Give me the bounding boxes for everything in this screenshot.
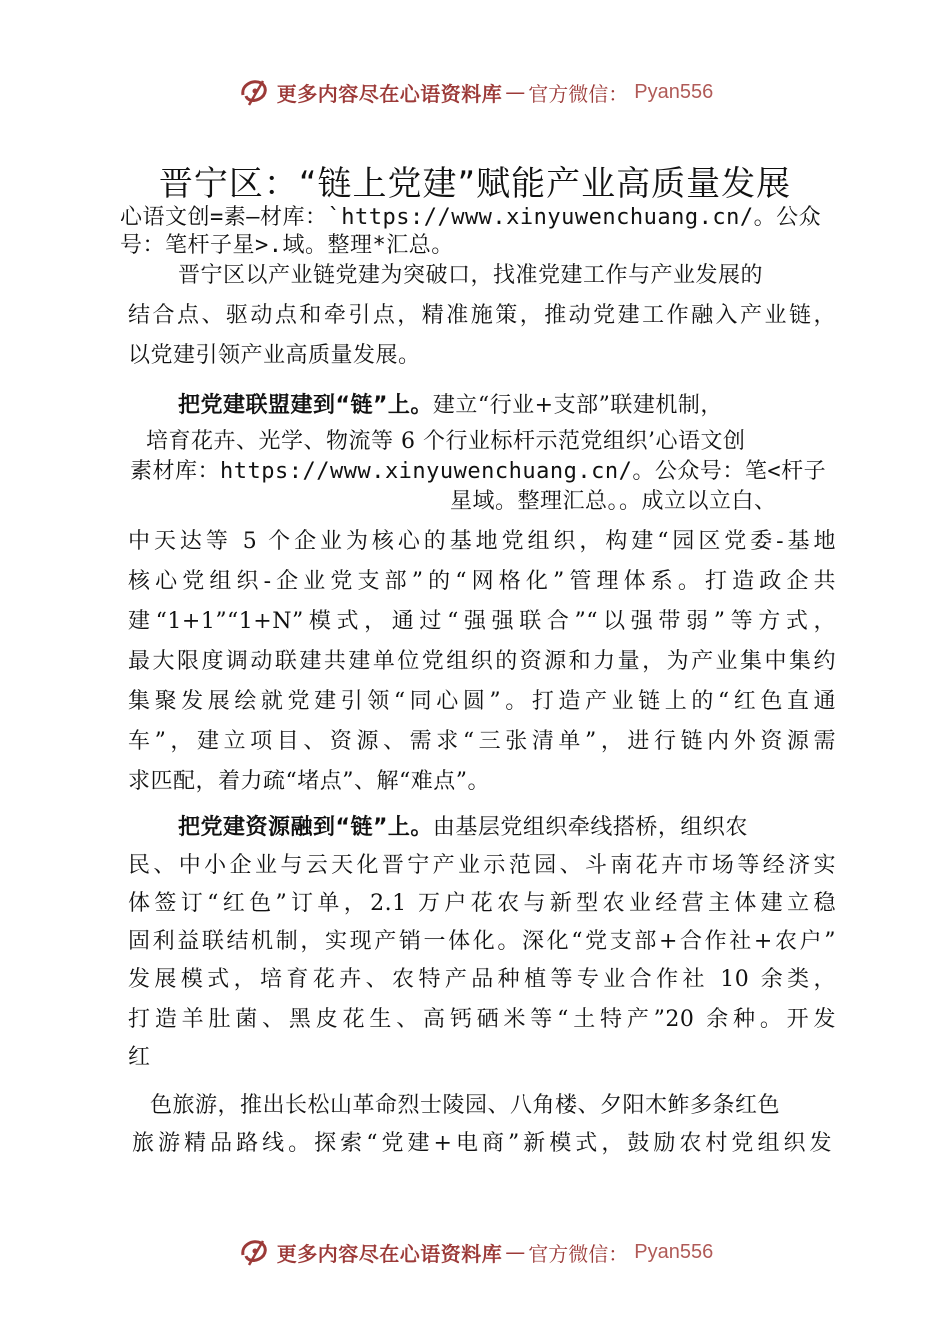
source-note-line-1: 心语文创=素—材库：`https://www.xinyuwenchuang.cn/。公众 — [120, 205, 822, 230]
section-2-line-8: 色旅游，推出长松山革命烈士陵园、八角楼、夕阳木鲊多条红色 — [150, 1093, 781, 1118]
banner-official-label: 官方微信： — [528, 81, 629, 106]
section-1-line-6: 核心党组织-企业党支部”的“网格化”管理体系。打造政企共 — [128, 569, 836, 594]
section-1-line-7: 建“1+1”“1+N”模式，通过“强强联合”“以强带弱”等方式， — [128, 609, 836, 634]
intro-line-1: 晋宁区以产业链党建为突破口，找准党建工作与产业发展的 — [178, 263, 764, 288]
banner-official-label: 官方微信： — [528, 1241, 629, 1266]
banner-text: 更多内容尽在心语资料库 — [276, 1241, 503, 1266]
section-2-heading: 把党建资源融到“链”上。 — [178, 815, 433, 840]
section-1-line-3: 素材库：https://www.xinyuwenchuang.cn/。公众号：笔<杆子 — [130, 459, 827, 484]
section-2-line-3: 体签订“红色”订单，2.1 万户花农与新型农业经营主体建立稳 — [128, 891, 836, 916]
section-1-line-5: 中天达等 5 个企业为核心的基地党组织，构建“园区党委-基地 — [128, 529, 836, 554]
section-1-line-11: 求匹配，着力疏“堵点”、解“难点”。 — [128, 769, 490, 794]
source-note-line-2: 号：笔杆子星>.域。整理*汇总。 — [120, 233, 454, 258]
section-1-line-2: 培育花卉、光学、物流等 6 个行业标杆示范党组织’心语文创 — [146, 429, 746, 454]
banner-wechat-id: Pyan556 — [634, 1240, 714, 1263]
header-banner — [0, 72, 950, 112]
section-2-line-7: 红 — [128, 1045, 151, 1070]
section-2-line-9: 旅游精品路线。探索“党建+电商”新模式，鼓励农村党组织发 — [132, 1131, 832, 1156]
section-2-line-5: 发展模式，培育花卉、农特产品种植等专业合作社 10 余类， — [128, 967, 836, 992]
footer-banner — [0, 1232, 950, 1272]
section-1-line-4: 星域。整理汇总。。成立以立白、 — [450, 489, 777, 514]
intro-line-2: 结合点、驱动点和牵引点，精准施策，推动党建工作融入产业链， — [128, 303, 836, 328]
section-2-first-text: 由基层党组织牵线搭桥，组织农 — [432, 815, 748, 840]
section-2-first-line — [178, 810, 886, 846]
section-2-line-6: 打造羊肚菌、黑皮花生、高钙硒米等“土特产”20 余种。开发 — [128, 1007, 836, 1032]
section-1-line-9: 集聚发展绘就党建引领“同心圆”。打造产业链上的“红色直通 — [128, 689, 836, 714]
banner-wechat-id: Pyan556 — [634, 80, 714, 103]
section-2-line-2: 民、中小企业与云天化晋宁产业示范园、斗南花卉市场等经济实 — [128, 853, 836, 878]
banner-separator: — — [505, 80, 526, 104]
page-title: 晋宁区：“链上党建”赋能产业高质量发展 — [158, 164, 792, 204]
section-1-heading: 把党建联盟建到“链”上。 — [178, 393, 433, 418]
section-1-first-text: 建立“行业+支部”联建机制， — [432, 393, 723, 418]
section-2-line-4: 固利益联结机制，实现产销一体化。深化“党支部+合作社+农户” — [128, 929, 836, 954]
section-1-line-8: 最大限度调动联建共建单位党组织的资源和力量，为产业集中集约 — [128, 649, 836, 674]
pen-swirl-logo-icon — [237, 1235, 271, 1269]
banner-separator: — — [505, 1240, 526, 1264]
section-1-line-10: 车”，建立项目、资源、需求“三张清单”，进行链内外资源需 — [128, 729, 836, 754]
banner-text: 更多内容尽在心语资料库 — [276, 81, 503, 106]
intro-line-3: 以党建引领产业高质量发展。 — [128, 343, 421, 368]
pen-swirl-logo-icon — [237, 75, 271, 109]
section-1-first-line — [178, 388, 886, 424]
